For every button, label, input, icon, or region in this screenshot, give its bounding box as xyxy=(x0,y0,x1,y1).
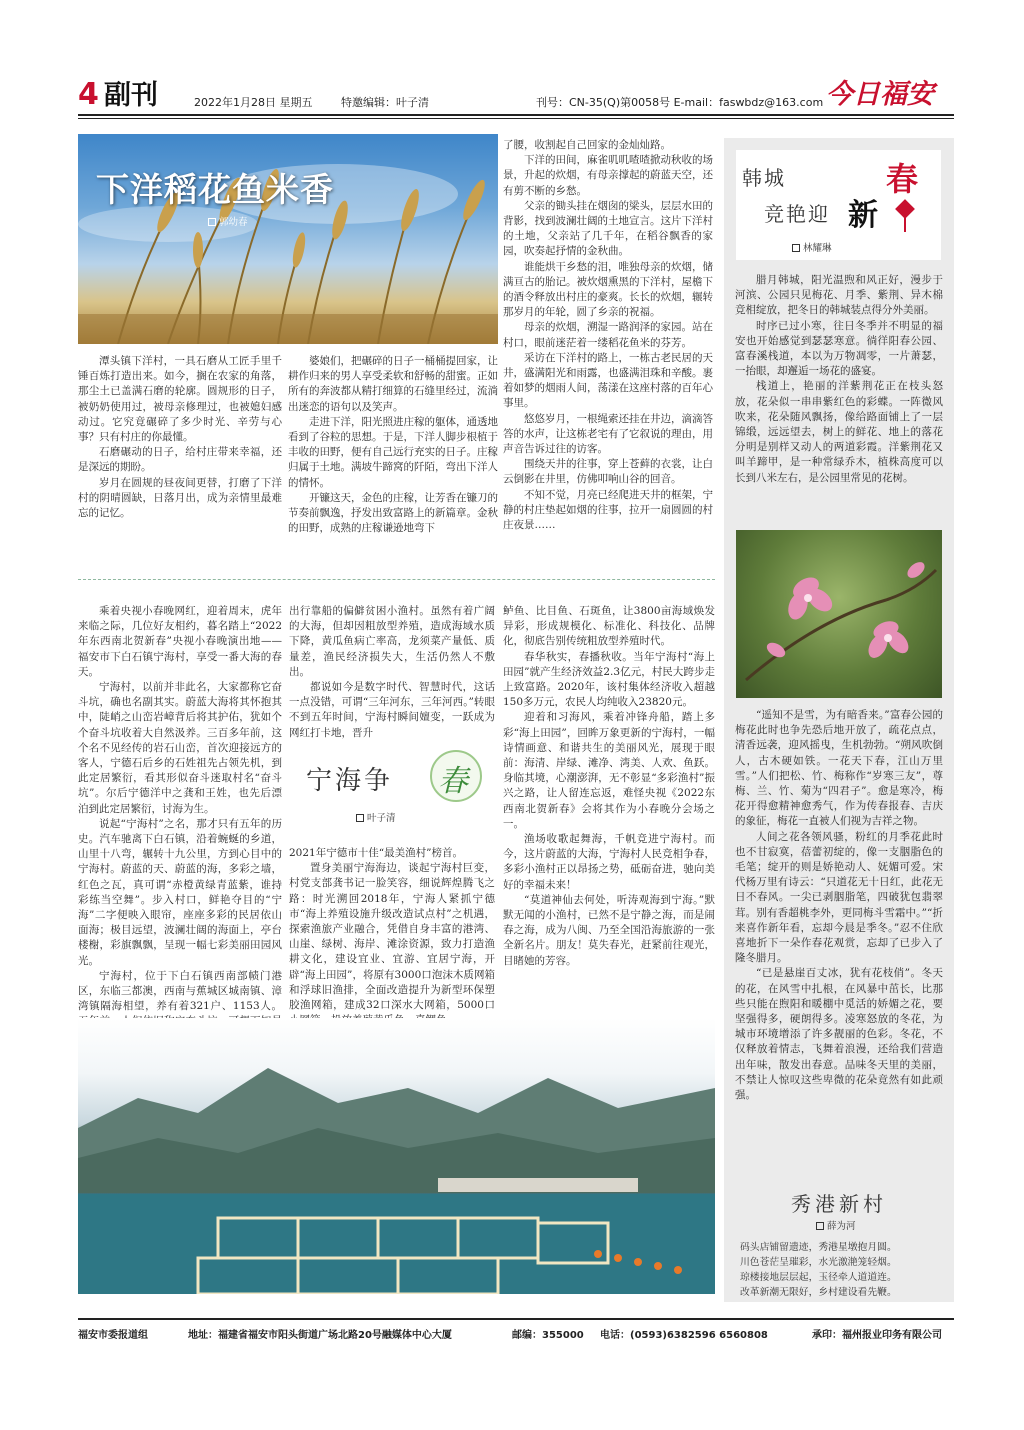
knot-tassel-icon xyxy=(904,218,906,232)
article2-title-new-char: 新 xyxy=(848,198,878,233)
paragraph: 时序已过小寒，往日冬季并不明显的福安也开始感觉到瑟瑟寒意。徜徉阳春公园、富春溪栈道，本以为万物凋零，一片萧瑟，一抬眼，却邂逅一场花的盛宴。 xyxy=(735,319,943,378)
article3-author: 叶子清 xyxy=(367,813,396,824)
paragraph: 乘着央视小春晚网红，迎着周末，虎年来临之际，几位好友相约，暮名踏上“2022年东西南北贺新春”央视小春晚演出地——福安市下白石镇宁海村，享受一番大海的春天。 xyxy=(78,605,282,678)
article2-column-bottom xyxy=(735,708,943,1174)
paragraph: 走进下洋，阳光照进庄稼的躯体，通透地看到了谷粒的思想。于是，下洋人脚步根植于丰收的田野，便有自己远行充实的日子。庄稼归属于土地。满坡牛蹄窝的阡陌，弯出下洋人的情怀。 xyxy=(288,415,498,489)
section-divider xyxy=(78,579,715,580)
paragraph: 开镰这天，金色的庄稼，让芳香在镰刀的节奏前飘逸，抒发出致富路上的新篇章。金秋的田野，成熟的庄稼谦逊地弯下 xyxy=(288,491,498,535)
paragraph: 置身美丽宁海海边，谈起宁海村巨变，村党支部龚书记一脸笑容，细说辉煌腾飞之路：时光溯回2018年，宁海人紧抓宁德市“海上养殖设施升级改造试点村”之机遇，探索渔旅产业融合，凭借自身丰富的港湾、山崖、绿树、海岸、滩涂资源，致力打造渔耕文化，建设宜业、宜游、宜居宁海，开辟“海上田园”，将原有3000口泡沫木质网箱和浮球旧渔排，全面改造提升为新型环保塑胶渔网箱，建成32口深水大网箱，5000口 xyxy=(289,862,495,1012)
paragraph: 岁月在圆规的昼夜间更替，打磨了下洋村的阴晴圆缺，日落月出，成为亲情里最难忘的记忆。 xyxy=(78,476,282,520)
paragraph: 迎着和习海风，乘着冲锋舟船，踏上多彩“海上田园”，回眸万象更新的宁海村，一幅诗情画意、和谐共生的美丽风光，展现于眼前：海清、岸绿、滩净、湾美、人欢、鱼跃。身临其境，心潮澎湃，无不彰显“多彩渔村”振兴之路，让人留连忘返，难怪央视《2022东西南北贺新春》会将其作为小春晚分会场之一。 xyxy=(503,711,715,830)
byline-box-icon xyxy=(208,218,216,226)
sea-farm-photo xyxy=(78,1018,715,1294)
article2-title-spring-char: 春 xyxy=(886,160,919,198)
page-number: 4 xyxy=(78,77,99,112)
article3-byline xyxy=(356,810,396,824)
poem-line: 改革新潮无限好，乡村建设看先鞭。 xyxy=(740,1287,897,1298)
paragraph: 母亲的炊烟，溯湿一路润泽的家园。站在村口，眼前迷茫着一缕稻花鱼米的芬芳。 xyxy=(503,321,713,349)
flower-illustration xyxy=(736,530,942,698)
paragraph: 出行靠船的偏僻贫困小渔村。虽然有着广阔的大海，但却因粗放型养殖，造成海域水质下降，黄瓜鱼病亡率高，龙须菜产量低、质量差，渔民经济损失大，生活仍然人不敷出。 xyxy=(289,605,495,678)
paragraph: 婆娘们，把碾碎的日子一桶桶提回家，让耕作归来的男人享受柔软和舒畅的甜蜜。正如所有的奔波都从精打细算的石缝里经过，流淌出迷恋的语句以及笑声。 xyxy=(288,355,498,413)
paragraph: “莫道神仙去何处，听涛观海到宁海。”默默无闻的小渔村，已然不是宁静之海，而是闹春之海，成为八闽、乃至全国沿海旅游的一张全新名片。朋友！莫失春光，赶紧前往观光，目睹她的芳容。 xyxy=(503,893,715,967)
article2-title-block xyxy=(736,150,941,260)
paragraph: 宁海村，以前并非此名，大家都称它奋斗坑，确也名副其实。蔚蓝大海将其怀抱其中，陡峭之山峦岩嶂背后将其护佑，犹如个个奋斗坑收着大自然汲养。三百多年前，这个名不见经传的岩石山峦，首次迎接远方的客人，宁德石后乡的石姓祖先占领先机，到此定居繁衍，看其形似奋斗迷取村名“奋斗坑”。尔后宁德洋中之龚和王姓，也先后漂泊到此定居繁衍，讨海为生。 xyxy=(78,681,282,815)
paragraph: 不知不觉，月亮已经爬进天井的框架，宁静的村庄垫起如烟的往事，拉开一扇圆圆的村庄夜景…… xyxy=(503,488,713,532)
article1-byline xyxy=(208,214,248,228)
poem-line: 川色苍茫呈璀彩，水光激滟笼轻烟。 xyxy=(740,1257,897,1268)
paragraph: 鲈鱼、比目鱼、石斑鱼，让3800亩海域焕发异彩，形成规模化、标准化、科技化、品牌化，彻底告别传统粗放型养殖时代。 xyxy=(503,605,715,648)
byline-box-icon xyxy=(816,1222,824,1230)
article2-author: 林耀琳 xyxy=(803,243,832,254)
footer-org: 福安市委报道组 xyxy=(78,1330,148,1341)
poem-author: 薛为河 xyxy=(827,1221,856,1232)
paragraph: 人间之花各领风骚，粉红的月季花此时也不甘寂寞，蓓蕾初绽的，像一支胭脂色的毛笔；绽开的则是娇艳动人、妩媚可爱。宋代杨万里有诗云：“只道花无十日红，此花无日不春风。一尖已剥胭脂笔，四破犹包翡翠茸。别有香超桃李外，更同梅斗雪霜中。”“折来喜作新年看，忘却今晨是季冬。”忍不住欣喜地折下一朵作春花观赏，忘却了已步入了隆冬腊月。 xyxy=(735,830,943,965)
article1-column2 xyxy=(288,354,498,564)
footer-postcode: 邮编：355000 xyxy=(512,1330,584,1341)
paragraph: 说起“宁海村”之名，那才只有五年的历史。汽车驰离下白石镇，沿着蜿蜒的乡道，山里十八弯，辗转十九公里，方到心目中的宁海村。蔚蓝的天、蔚蓝的海，多彩之墙，红色之瓦，真可谓“赤橙黄绿青蓝紫，谁持彩练当空舞”。步入村口，鲜艳夺目的“宁海”二字便映入眼帘，座座多彩的民居依山面海；极目远望，波澜壮阔的海面上，亭台楼榭，彩旗飘飘，呈现一幅七彩美丽田园风光。 xyxy=(78,817,282,967)
paragraph: 围绕天井的往事，穿上苍藓的衣裳，让白云倒影在井里，仿佛叩响山谷的回音。 xyxy=(503,458,713,486)
paragraph: “遥知不是雪，为有暗香来。”富春公园的梅花此时也争先恐后地开放了，疏花点点，清香远袭，迎风摇曳，生机勃勃。“朔风吹倒人，古木硬如铁。一花天下春，江山万里雪。”人们把松、竹、梅称作“岁寒三友”，尊梅、兰、竹、菊为“四君子”。愈是寒冷，梅花开得愈精神愈秀气，作为传春报春、吉庆的象征，梅花一直被人们视为吉祥之物。 xyxy=(735,709,943,828)
article2-byline xyxy=(792,240,832,254)
section-title: 副刊 xyxy=(104,80,158,111)
issn-email: 刊号：CN-35(Q)第0058号 E-mail：faswbdz@163.com xyxy=(536,96,824,109)
paragraph: 采访在下洋村的路上，一栋古老民居的天井，盛满阳光和雨露，也盛满泪珠和辛酸。裹着如梦的烟雨人间，荡漾在这座村落的百年心事里。 xyxy=(503,351,713,410)
footer-phone: 电话：(0593)6382596 6560808 xyxy=(600,1330,768,1341)
poem-body xyxy=(740,1240,944,1300)
article1-column1 xyxy=(78,354,282,564)
article1-column3 xyxy=(503,138,713,566)
sea-farm-illustration xyxy=(78,1018,715,1294)
paragraph: 春华秋实，春播秋收。当年宁海村“海上田园”就产生经济效益2.3亿元，村民大跨步走上致富路。2020年，该村集体经济收入超越150多万元，农民人均纯收入23820元。 xyxy=(503,650,715,709)
paragraph: 父亲的锄头挂在烟囱的梁头，层层水田的背影，找到波澜壮阔的土地宣言。这片下洋村的土地，父亲站了几千年，在稻谷飘香的家园，吹奏起抒情的金秋曲。 xyxy=(503,199,713,258)
poem-byline xyxy=(816,1218,856,1232)
poem-line: 码头店铺留遗迹，秀港星墩抱月圆。 xyxy=(740,1242,897,1253)
paragraph: 下洋的田间，麻雀叽叽喳喳掀动秋收的场景，升起的炊烟，有母亲撑起的蔚蓝天空，还有剪不断的乡愁。 xyxy=(503,154,713,197)
article3-column3 xyxy=(503,604,715,1024)
paragraph: 渔场收歌起舞海，千帆竞进宁海村。而今，这片蔚蓝的大海，宁海村人民竞相争春，多彩小渔村正以昂扬之势，砥砺奋进，驰向美好的幸福未来！ xyxy=(503,833,715,891)
editor-credit: 特邀编辑：叶子清 xyxy=(341,96,429,109)
footer-address: 地址：福建省福安市阳头街道广场北路20号融媒体中心大厦 xyxy=(188,1330,452,1341)
paragraph: “已是悬崖百丈冰，犹有花枝俏”。冬天的花，在风雪中扎根，在风暴中茁长，比那些只能在煦阳和暖棚中觅活的娇媚之花，要坚强得多，硬朗得多。凌寒怒放的冬花，为城市环境增添了许多靓丽的色彩。冬花，不仅释放着情志，飞舞着浪漫，还给我们营造出年味，散发出春意。品味冬天里的美丽，不禁让人惊叹这些卑微的花朵竟然有如此顽强。 xyxy=(735,967,943,1102)
article3-column2-top xyxy=(289,604,495,744)
article2-column-top xyxy=(735,273,943,527)
byline-box-icon xyxy=(792,244,800,252)
article2-title-line1: 韩城 xyxy=(742,166,786,190)
article2-title-line2: 竞艳迎 xyxy=(764,202,830,226)
header-rule xyxy=(78,114,954,116)
wheat-photo xyxy=(78,134,498,344)
paragraph: 都说如今是数字时代、智慧时代，这话一点没错，可谓“三年河东，三年河西。”转眼不到五年时间，宁海村瞬间嬗变，一跃成为网红打卡地，晋升 xyxy=(289,681,495,739)
chinese-knot-icon xyxy=(895,199,915,219)
article1-title: 下洋稻花鱼米香 xyxy=(96,170,334,209)
article3-title-spring-char: 春 xyxy=(438,764,468,799)
paragraph: 潭头镇下洋村，一具石磨从工匠手里千锤百炼打造出来。如今，搁在农家的角落，那尘土已盖满石磨的轮廓。圆规形的日子，被奶奶使用过，被母亲修理过，也被媳妇感动过。它究竟碾碎了多少时光、辛劳与心事？只有村庄的你最懂。 xyxy=(78,355,282,444)
paragraph: 了腰，收割起自己回家的金灿灿路。 xyxy=(503,139,671,151)
header-rule-thin xyxy=(78,118,954,119)
article1-author: 郭幼春 xyxy=(219,217,248,228)
issue-date: 2022年1月28日 星期五 xyxy=(194,96,313,109)
paragraph: 栈道上，艳丽的洋紫荆花正在枝头怒放，花朵似一串串紫红色的彩蝶。一阵微风吹来，花朵随风飘扬，像给路面铺上了一层锦缎，远远望去，树上的鲜花、地上的落花分明是别样又动人的两道彩霞。洋紫荆花又叫羊蹄甲，是一种常绿乔木，植株高度可以长到八米左右，是公园里常见的花树。 xyxy=(735,380,943,484)
article3-title: 宁海争 xyxy=(306,766,394,796)
paragraph: 腊月韩城，阳光温煦和风正好，漫步于河滨、公园只见梅花、月季、紫荆、异木棉竞相绽放，把冬日的韩城装点得分外美丽。 xyxy=(735,274,943,317)
bauhinia-photo xyxy=(736,530,942,698)
footer-rule xyxy=(78,1318,954,1320)
poem-title: 秀港新村 xyxy=(791,1192,887,1216)
masthead-logo: 今日福安 xyxy=(826,79,934,110)
paragraph: 石磨碾动的日子，给村庄带来幸福，还是深远的期盼。 xyxy=(78,446,282,474)
article3-title-block xyxy=(296,750,496,828)
paragraph: 谁能烘干乡愁的泪，唯独母亲的炊烟，储满亘古的胎记。被炊烟熏黑的下洋村，屋檐下的酒令释放出村庄的豪爽。长长的炊烟，辗转那岁月的年轮，圆了乡亲的祝福。 xyxy=(503,260,713,319)
page-header xyxy=(78,78,954,114)
article3-column1 xyxy=(78,604,282,1054)
paragraph: 2021年宁德市十佳“最美渔村”榜首。 xyxy=(289,847,463,859)
footer-printer: 承印：福州报业印务有限公司 xyxy=(812,1330,942,1341)
poem-line: 琼楼接地层层起，玉径牵人道道连。 xyxy=(740,1272,897,1283)
paragraph: 悠悠岁月，一根绳索还挂在井边，滴滴答答的水声，让这栋老宅有了它叙说的理由，用声音告诉过往的访客。 xyxy=(503,412,713,456)
paragraph: 宁海村，位于下白石镇西南部帻门港区，东临三都澳，西南与蕉城区城南镇、漳湾镇隔海相望，养有着321户、1153人。 xyxy=(78,969,282,1013)
byline-box-icon xyxy=(356,814,364,822)
